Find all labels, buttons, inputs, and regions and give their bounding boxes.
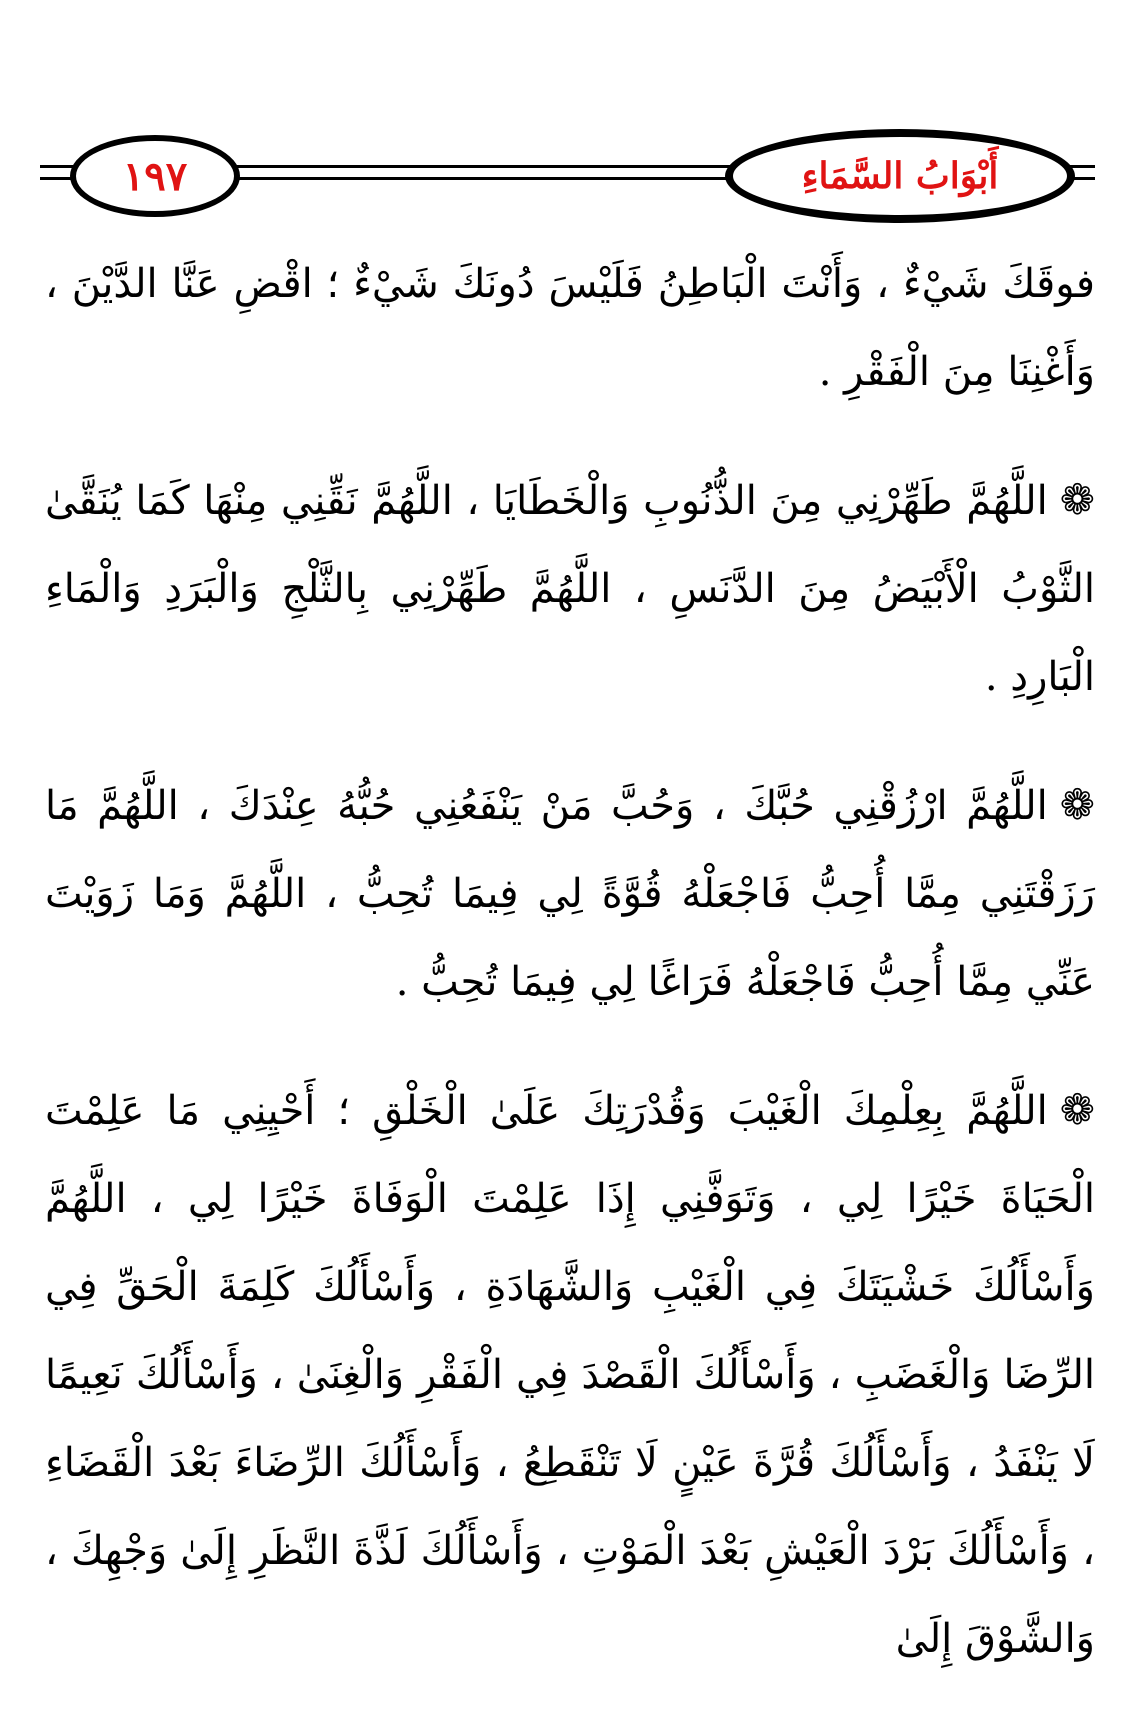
paragraph-1 (45, 240, 1095, 416)
page-header (40, 125, 1095, 225)
paragraph-text: اللَّهُمَّ بِعِلْمِكَ الْغَيْبَ وَقُدْرَتِكَ عَلَىٰ الْخَلْقِ ؛ أَحْيِنِي مَا عَلِمْتَ الْحَيَاةَ خَيْرًا لِي ، وَتَوَفَّنِي إِذَا عَلِمْتَ الْوَفَاةَ خَيْرًا لِي ، اللَّهُمَّ وَأَسْأَلُكَ خَشْيَتَكَ فِي الْغَيْبِ وَالشَّهَادَةِ ، وَأَسْأَلُكَ كَلِمَةَ الْحَقِّ فِي الرِّضَا وَالْغَضَبِ ، وَأَسْأَلُكَ الْقَصْدَ فِي الْفَقْرِ وَالْغِنَىٰ ، وَأَسْأَلُكَ نَعِيمًا لَا يَنْفَدُ ، وَأَسْأَلُكَ قُرَّةَ عَيْنٍ لَا تَنْقَطِعُ ، وَأَسْأَلُكَ الرِّضَاءَ بَعْدَ الْقَضَاءِ ، وَأَسْأَلُكَ بَرْدَ الْعَيْشِ بَعْدَ الْمَوْتِ ، وَأَسْأَلُكَ لَذَّةَ النَّظَرِ إِلَىٰ وَجْهِكَ ، وَالشَّوْقَ إِلَىٰ (45, 1088, 1095, 1662)
page-number-oval (70, 135, 240, 217)
paragraph-2 (45, 456, 1095, 721)
chapter-title: أَبْوَابُ السَّمَاءِ (801, 155, 999, 197)
paragraph-4 (45, 1066, 1095, 1683)
header-rule-middle (235, 165, 730, 168)
paragraph-text: فوقَكَ شَيْءٌ ، وَأَنْتَ الْبَاطِنُ فَلَيْسَ دُونَكَ شَيْءٌ ؛ اقْضِ عَنَّا الدَّيْنَ ، وَأَغْنِنَا مِنَ الْفَقْرِ . (45, 261, 1095, 395)
flower-bullet-icon: ❁ (1059, 1085, 1095, 1134)
paragraph-text: اللَّهُمَّ طَهِّرْنِي مِنَ الذُّنُوبِ وَالْخَطَايَا ، اللَّهُمَّ نَقِّنِي مِنْهَا كَمَا يُنَقَّىٰ الثَّوْبُ الْأَبْيَضُ مِنَ الدَّنَسِ ، اللَّهُمَّ طَهِّرْنِي بِالثَّلْجِ وَالْبَرَدِ وَالْمَاءِ الْبَارِدِ . (45, 478, 1095, 700)
chapter-title-oval (725, 129, 1075, 223)
page-number: ١٩٧ (122, 152, 188, 200)
flower-bullet-icon: ❁ (1059, 475, 1095, 524)
page-body (45, 240, 1095, 1723)
paragraph-text: اللَّهُمَّ ارْزُقْنِي حُبَّكَ ، وَحُبَّ مَنْ يَنْفَعُنِي حُبُّهُ عِنْدَكَ ، اللَّهُمَّ مَا رَزَقْتَنِي مِمَّا أُحِبُّ فَاجْعَلْهُ قُوَّةً لِي فِيمَا تُحِبُّ ، اللَّهُمَّ وَمَا زَوَيْتَ عَنِّي مِمَّا أُحِبُّ فَاجْعَلْهُ فَرَاغًا لِي فِيمَا تُحِبُّ . (45, 783, 1095, 1005)
paragraph-3 (45, 761, 1095, 1026)
flower-bullet-icon: ❁ (1059, 780, 1095, 829)
header-rule-middle-lower (235, 177, 730, 180)
header-rule-right (1070, 165, 1095, 168)
